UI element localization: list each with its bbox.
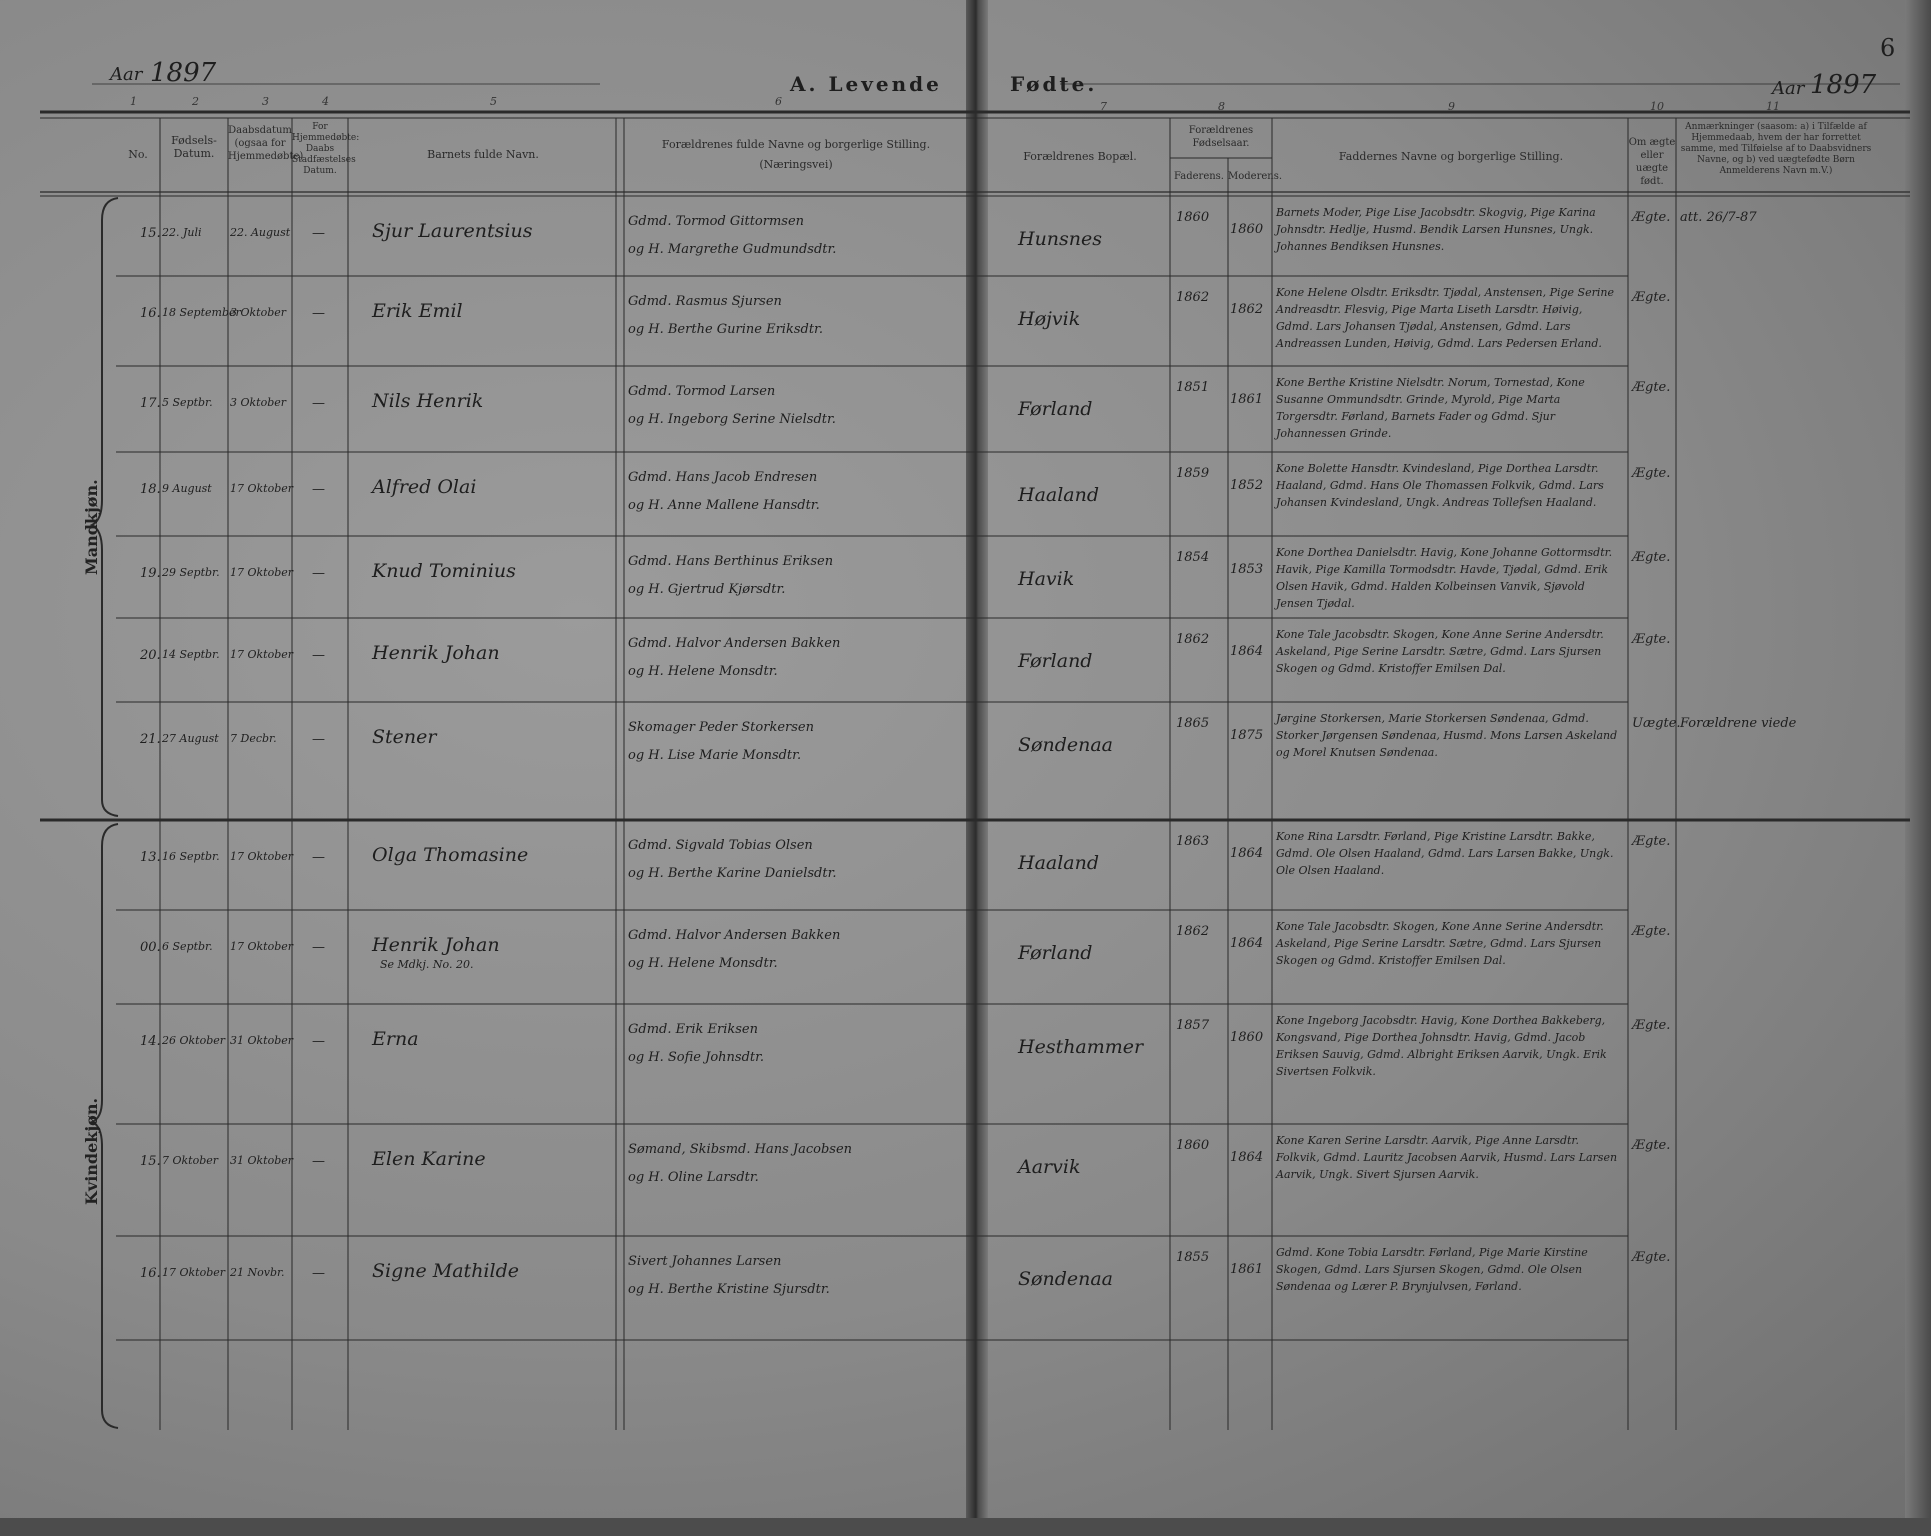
godparents: Kone Bolette Hansdtr. Kvindesland, Pige Dorthea Larsdtr. Haaland, Gdmd. Hans Ole Thomassen Folkvik, Gdmd. Lars Johansen Kvindesland, Ungk. Andreas Tollefsen Haaland. [1276,462,1604,509]
col-header-child-name: Barnets fulde Navn. [427,148,539,161]
legitimacy: Ægte. [1632,466,1671,481]
col-number: 9 [1448,100,1455,113]
stadfaestelse-date: — [312,306,325,321]
mother-birth-year: 1864 [1230,644,1264,659]
godparents: Kone Helene Olsdtr. Eriksdtr. Tjødal, Anstensen, Pige Serine Andreasdtr. Flesvig, Pige Marta Liseth Larsdtr. Høivig, Gdmd. Lars Johansen Tjødal, Anstensen, Gdmd. Lars Andreassen Lunden, Høivig, Gdmd. Lars Pedersen Erland. [1276,286,1614,350]
legitimacy: Ægte. [1632,1018,1671,1033]
page-number: 6 [1880,34,1896,62]
col-header-birth-year: Forældrenes Fødselsaar. [1188,125,1254,149]
godparents: Kone Karen Serine Larsdtr. Aarvik, Pige Anne Larsdtr. Folkvik, Gdmd. Lauritz Jacobsen Aarvik, Husmd. Lars Larsen Aarvik, Ungk. Sivert Sjursen Aarvik. [1276,1134,1618,1181]
birth-date: 9 August [162,482,212,495]
legitimacy: Ægte. [1632,1250,1671,1265]
father-name: Gdmd. Halvor Andersen Bakken [628,636,841,651]
child-name: Erna [372,1028,419,1050]
residence: Førland [1018,398,1093,420]
residence: Søndenaa [1018,734,1113,756]
residence: Haaland [1018,484,1100,506]
father-birth-year: 1860 [1176,210,1210,225]
stadfaestelse-date: — [312,850,325,865]
entry-number: 18. [140,482,161,497]
baptism-date: 31 Oktober [230,1034,294,1047]
year-left: 1897 [150,58,217,88]
father-birth-year: 1862 [1176,632,1210,647]
child-name: Elen Karine [372,1148,486,1170]
baptism-date: 17 Oktober [230,566,294,579]
mother-name: og H. Anne Mallene Hansdtr. [628,498,820,513]
entry-number: 20. [140,648,161,663]
stadfaestelse-date: — [312,482,325,497]
baptism-date: 3 Oktober [230,306,287,319]
mother-name: og H. Gjertrud Kjørsdtr. [628,582,786,597]
godparents: Kone Ingeborg Jacobsdtr. Havig, Kone Dorthea Bakkeberg, Kongsvand, Pige Dorthea Johnsdtr. Havig, Gdmd. Jacob Eriksen Sauvig, Gdmd. Albright Eriksen Aarvik, Ungk. Erik Sivertsen Folkvik. [1276,1014,1607,1078]
col-number: 1 [130,95,137,108]
remark: att. 26/7-87 [1680,210,1757,225]
father-name: Gdmd. Halvor Andersen Bakken [628,928,841,943]
father-birth-year: 1860 [1176,1138,1210,1153]
year-label-left: Aar [110,64,143,85]
child-name: Henrik Johan [372,934,500,956]
mother-name: og H. Helene Monsdtr. [628,956,778,971]
father-birth-year: 1854 [1176,550,1210,565]
father-birth-year: 1855 [1176,1250,1210,1265]
mother-name: og H. Margrethe Gudmundsdtr. [628,242,837,257]
col-number: 6 [775,95,782,108]
residence: Haaland [1018,852,1100,874]
baptism-date: 17 Oktober [230,850,294,863]
col-number: 8 [1218,100,1225,113]
baptism-date: 17 Oktober [230,940,294,953]
col-header-father-year: Faderens. [1174,171,1224,182]
father-name: Sømand, Skibsmd. Hans Jacobsen [628,1142,853,1157]
residence: Hesthammer [1018,1036,1144,1058]
child-name: Signe Mathilde [372,1260,519,1282]
col-header-baptism-date: Daabsdatum (ogsaa for Hjemmedøbte) [228,125,304,162]
father-name: Gdmd. Hans Berthinus Eriksen [628,554,834,569]
col-number: 10 [1650,100,1664,113]
legitimacy: Ægte. [1632,380,1671,395]
father-birth-year: 1862 [1176,290,1210,305]
col-number: 2 [192,95,199,108]
entry-number: 14. [140,1034,161,1049]
col-number: 7 [1100,100,1107,113]
title-right: Fødte. [1010,72,1098,96]
mother-birth-year: 1853 [1230,562,1264,577]
remark: Forældrene viede [1680,716,1797,731]
baptism-date: 17 Oktober [230,482,294,495]
father-birth-year: 1862 [1176,924,1210,939]
stadfaestelse-date: — [312,732,325,747]
col-header-godparents: Faddernes Navne og borgerlige Stilling. [1338,150,1564,163]
col-header-mother-year: Moderens. [1228,171,1283,182]
father-birth-year: 1851 [1176,380,1210,395]
residence: Førland [1018,942,1093,964]
father-name: Gdmd. Sigvald Tobias Olsen [628,838,813,853]
residence: Førland [1018,650,1093,672]
birth-date: 5 Septbr. [162,396,213,409]
legitimacy: Ægte. [1632,210,1671,225]
birth-date: 22. Juli [162,226,202,239]
mother-birth-year: 1862 [1230,302,1264,317]
residence: Hunsnes [1018,228,1103,250]
residence: Søndenaa [1018,1268,1113,1290]
baptism-date: 31 Oktober [230,1154,294,1167]
col-header-remarks: Anmærkninger (saasom: a) i Tilfælde af Hjemmedaab, hvem der har forrettet samme, med Tilføielse af to Daabsvidners Navne, og b) ved uægtefødte Børn Anmelderens Navn m.V.) [1680,122,1872,176]
col-number: 5 [490,95,497,108]
mother-name: og H. Berthe Kristine Sjursdtr. [628,1282,830,1297]
col-number: 4 [322,95,329,108]
father-birth-year: 1857 [1176,1018,1210,1033]
child-name: Erik Emil [372,300,463,322]
mother-birth-year: 1852 [1230,478,1264,493]
entry-number: 15. [140,226,161,241]
father-name: Sivert Johannes Larsen [628,1254,782,1269]
col-header-parents: Forældrenes fulde Navne og borgerlige Stilling. [661,138,931,151]
child-name: Alfred Olai [372,476,477,498]
child-name: Olga Thomasine [372,844,529,866]
godparents: Kone Dorthea Danielsdtr. Havig, Kone Johanne Gottormsdtr. Havik, Pige Kamilla Tormodsdtr. Havde, Tjødal, Gdmd. Erik Olsen Havik, Gdmd. Halden Kolbeinsen Vanvik, Sjøvold Jensen Tjødal. [1276,546,1613,610]
year-label-right: Aar [1772,78,1805,99]
col-number: 11 [1766,100,1780,113]
birth-date: 16 Septbr. [162,850,220,863]
legitimacy: Ægte. [1632,290,1671,305]
residence: Aarvik [1018,1156,1081,1178]
baptism-date: 22. August [230,226,291,239]
entry-number: 13. [140,850,161,865]
father-name: Skomager Peder Storkersen [628,720,814,735]
entry-number: 15. [140,1154,161,1169]
col-header-residence: Forældrenes Bopæl. [1023,150,1137,163]
section-female-label: Kvindekjøn. [82,1097,101,1205]
father-name: Gdmd. Hans Jacob Endresen [628,470,818,485]
col-number: 3 [262,95,269,108]
stadfaestelse-date: — [312,1034,325,1049]
birth-date: 17 Oktober [162,1266,226,1279]
baptism-date: 7 Decbr. [230,732,277,745]
stadfaestelse-date: — [312,648,325,663]
legitimacy: Ægte. [1632,632,1671,647]
godparents: Gdmd. Kone Tobia Larsdtr. Førland, Pige Marie Kirstine Skogen, Gdmd. Lars Sjursen Skogen, Gdmd. Ole Olsen Søndenaa og Lærer P. Brynjulvsen, Førland. [1276,1246,1588,1293]
entry-number: 21. [140,732,161,747]
stadfaestelse-date: — [312,226,325,241]
section-male-label: Mandkjøn. [82,479,101,575]
residence: Havik [1018,568,1075,590]
entry-number: 16. [140,1266,161,1281]
mother-name: og H. Oline Larsdtr. [628,1170,759,1185]
stadfaestelse-date: — [312,940,325,955]
col-header-home-baptism: For Hjemmedøbte: Daabs Stadfæstelses Datum. [292,122,360,176]
mother-name: og H. Sofie Johnsdtr. [628,1050,765,1065]
father-birth-year: 1865 [1176,716,1210,731]
baptism-date: 21 Novbr. [230,1266,285,1279]
father-name: Gdmd. Rasmus Sjursen [628,294,782,309]
father-birth-year: 1859 [1176,466,1210,481]
entry-number: 16. [140,306,161,321]
mother-birth-year: 1861 [1230,392,1264,407]
father-name: Gdmd. Tormod Gittormsen [628,214,805,229]
child-name: Henrik Johan [372,642,500,664]
entry-number: 19. [140,566,161,581]
mother-birth-year: 1875 [1230,728,1264,743]
godparents: Jørgine Storkersen, Marie Storkersen Søndenaa, Gdmd. Storker Jørgensen Søndenaa, Husmd. Mons Larsen Askeland og Morel Knutsen Søndenaa. [1276,712,1618,759]
godparents: Kone Rina Larsdtr. Førland, Pige Kristine Larsdtr. Bakke, Gdmd. Ole Olsen Haaland, Gdmd. Lars Larsen Bakke, Ungk. Ole Olsen Haaland. [1276,830,1614,877]
mother-birth-year: 1861 [1230,1262,1264,1277]
godparents: Kone Tale Jacobsdtr. Skogen, Kone Anne Serine Andersdtr. Askeland, Pige Serine Larsdtr. Sætre, Gdmd. Lars Sjursen Skogen og Gdmd. Kristoffer Emilsen Dal. [1276,920,1604,967]
col-header-legitimate: Om ægte eller uægte født. [1628,137,1676,187]
father-birth-year: 1863 [1176,834,1210,849]
baptism-date: 17 Oktober [230,648,294,661]
col-header-birth-date: Fødsels-Datum. [171,134,217,160]
col-header-parents-note: (Næringsvei) [759,158,833,171]
mother-birth-year: 1860 [1230,1030,1264,1045]
godparents: Kone Tale Jacobsdtr. Skogen, Kone Anne Serine Andersdtr. Askeland, Pige Serine Larsdtr. Sætre, Gdmd. Lars Sjursen Skogen og Gdmd. Kristoffer Emilsen Dal. [1276,628,1604,675]
stadfaestelse-date: — [312,566,325,581]
child-name-note: Se Mdkj. No. 20. [380,958,474,971]
year-right: 1897 [1810,70,1877,100]
godparents: Kone Berthe Kristine Nielsdtr. Norum, Tornestad, Kone Susanne Ommundsdtr. Grinde, Myrold, Pige Marta Torgersdtr. Førland, Barnets Fader og Gdmd. Sjur Johannessen Grinde. [1276,376,1585,440]
child-name: Sjur Laurentsius [372,220,533,242]
stadfaestelse-date: — [312,396,325,411]
legitimacy: Ægte. [1632,550,1671,565]
col-header-no: No. [128,148,148,161]
mother-name: og H. Berthe Karine Danielsdtr. [628,866,837,881]
stadfaestelse-date: — [312,1266,325,1281]
child-name: Nils Henrik [372,390,484,412]
legitimacy: Ægte. [1632,834,1671,849]
birth-date: 14 Septbr. [162,648,220,661]
stadfaestelse-date: — [312,1154,325,1169]
birth-date: 26 Oktober [162,1034,226,1047]
mother-name: og H. Ingeborg Serine Nielsdtr. [628,412,836,427]
title-left: A. Levende [790,72,942,96]
birth-date: 7 Oktober [162,1154,219,1167]
mother-name: og H. Berthe Gurine Eriksdtr. [628,322,823,337]
residence: Højvik [1018,308,1081,330]
mother-name: og H. Lise Marie Monsdtr. [628,748,802,763]
mother-birth-year: 1864 [1230,1150,1264,1165]
entry-number: 17. [140,396,161,411]
birth-date: 6 Septbr. [162,940,213,953]
mother-birth-year: 1864 [1230,846,1264,861]
child-name: Knud Tominius [372,560,516,582]
birth-date: 27 August [162,732,219,745]
father-name: Gdmd. Erik Eriksen [628,1022,758,1037]
birth-date: 29 Septbr. [162,566,220,579]
child-name: Stener [372,726,437,748]
birth-date: 18 September [162,306,241,319]
mother-birth-year: 1860 [1230,222,1264,237]
entry-number: 00. [140,940,161,955]
legitimacy: Uægte. [1632,716,1681,731]
legitimacy: Ægte. [1632,924,1671,939]
baptism-date: 3 Oktober [230,396,287,409]
legitimacy: Ægte. [1632,1138,1671,1153]
mother-name: og H. Helene Monsdtr. [628,664,778,679]
father-name: Gdmd. Tormod Larsen [628,384,776,399]
godparents: Barnets Moder, Pige Lise Jacobsdtr. Skogvig, Pige Karina Johnsdtr. Hedlje, Husmd. Bendik Larsen Hunsnes, Ungk. Johannes Bendiksen Hunsnes. [1276,206,1596,253]
mother-birth-year: 1864 [1230,936,1264,951]
